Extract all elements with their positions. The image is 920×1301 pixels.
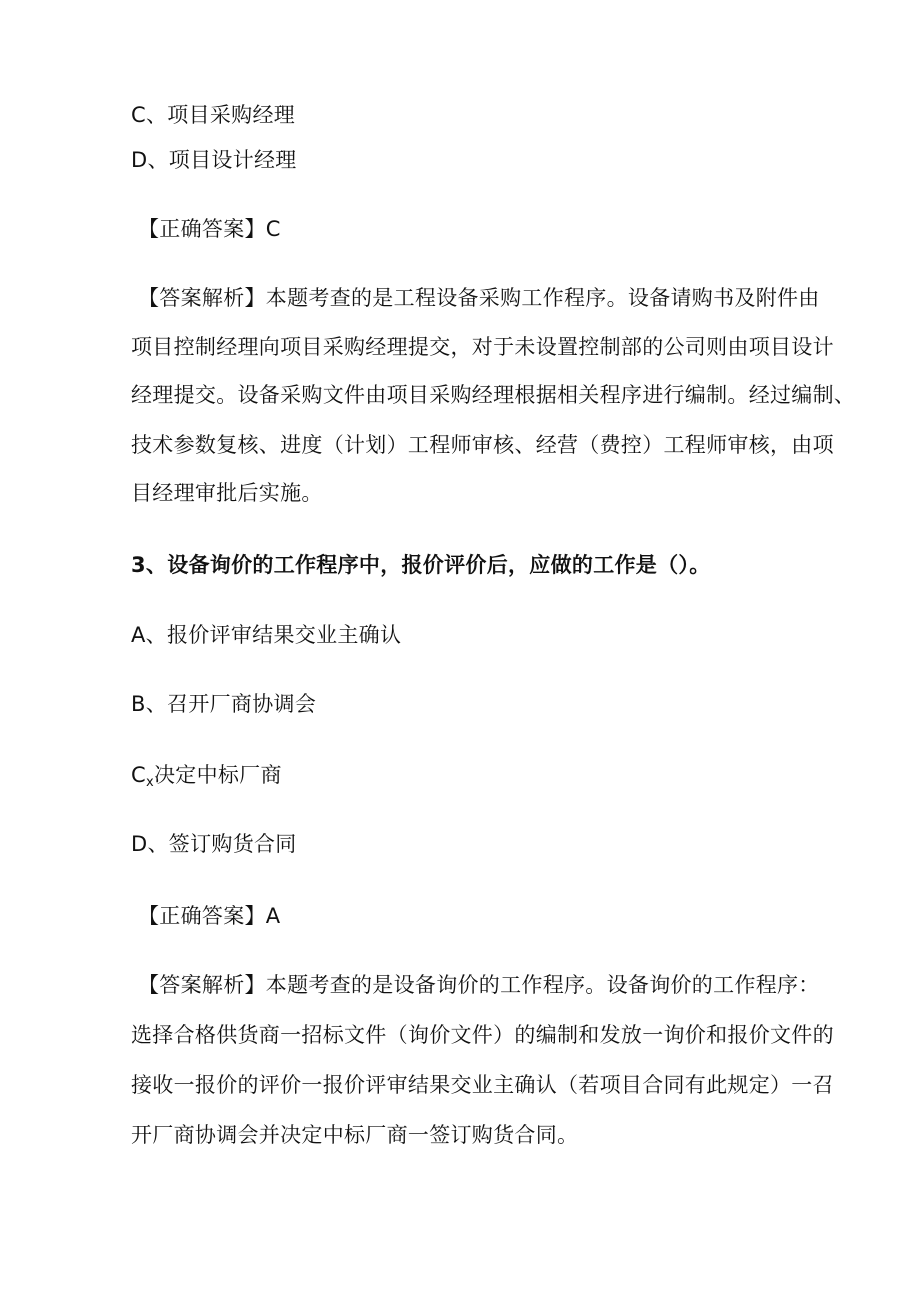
option-letter: C (131, 763, 146, 787)
correct-answer: 【正确答案】A (138, 904, 281, 928)
analysis-line: 技术参数复核、进度（计划）工程师审核、经营（费控）工程师审核，由项 (131, 433, 834, 457)
option-letter: C (131, 103, 146, 127)
analysis-line: 开厂商协调会并决定中标厂商一签订购货合同。 (131, 1123, 579, 1147)
option-text: 召开厂商协调会 (167, 692, 317, 716)
option-a (131, 621, 401, 649)
option-letter: D (131, 832, 148, 856)
option-d (131, 830, 297, 858)
option-text: 决定中标厂商 (153, 763, 282, 787)
option-text: 签订购货合同 (168, 832, 297, 856)
option-text: 项目设计经理 (168, 148, 297, 172)
option-letter: B (131, 692, 146, 716)
option-separator: 、 (147, 832, 169, 856)
option-c-prev (131, 101, 295, 129)
option-text: 项目采购经理 (167, 103, 296, 127)
option-separator: 、 (145, 103, 168, 127)
correct-answer-prev: 【正确答案】C (138, 217, 281, 241)
option-letter: D (131, 148, 148, 172)
option-separator: 、 (145, 692, 168, 716)
question-title: 3、设备询价的工作程序中，报价评价后，应做的工作是（）。 (131, 553, 711, 577)
analysis-line: 项目控制经理向项目采购经理提交，对于未设置控制部的公司则由项目设计 (131, 335, 834, 359)
option-d-prev (131, 146, 297, 174)
option-b (131, 690, 316, 718)
option-separator: 、 (147, 148, 169, 172)
option-text: 报价评审结果交业主确认 (166, 623, 402, 647)
analysis-line: 【答案解析】本题考查的是工程设备采购工作程序。设备请购书及附件由 (138, 286, 820, 310)
analysis-line: 接收一报价的评价一报价评审结果交业主确认（若项目合同有此规定）一召 (131, 1073, 834, 1097)
option-separator: 、 (145, 623, 167, 647)
option-separator: x (145, 775, 154, 790)
option-letter: A (131, 623, 146, 647)
analysis-line: 目经理审批后实施。 (131, 481, 323, 505)
analysis-line: 经理提交。设备采购文件由项目采购经理根据相关程序进行编制。经过编制、 (131, 383, 856, 407)
analysis-line: 选择合格供货商一招标文件（询价文件）的编制和发放一询价和报价文件的 (131, 1023, 834, 1047)
analysis-line: 【答案解析】本题考查的是设备询价的工作程序。设备询价的工作程序： (138, 973, 820, 997)
option-c (131, 761, 282, 797)
